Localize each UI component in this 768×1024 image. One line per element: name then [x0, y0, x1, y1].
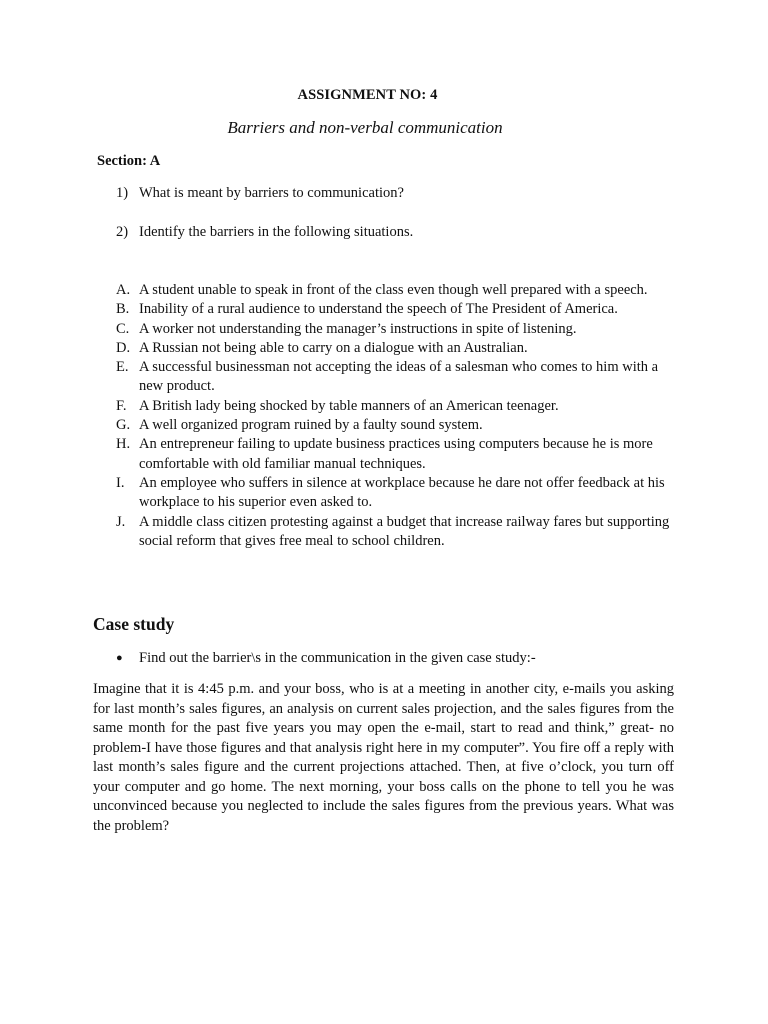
situation-text: A student unable to speak in front of the class even though well prepared with a speech. — [139, 282, 648, 298]
situation-text: A successful businessman not accepting the ideas of a salesman who comes to him with a new product. — [139, 359, 659, 395]
bullet-text: Find out the barrier\s in the communication in the given case study:- — [139, 650, 536, 666]
question-text: Identify the barriers in the following situations. — [139, 224, 414, 240]
situations-list — [116, 281, 676, 551]
situation-item — [116, 397, 676, 416]
section-a-label: Section: A — [97, 153, 161, 169]
case-study-heading: Case study — [93, 614, 175, 634]
situation-letter: G. — [116, 417, 131, 434]
situation-letter: D. — [116, 339, 131, 356]
situation-letter: H. — [116, 436, 131, 453]
situation-text: Inability of a rural audience to understand the speech of The President of America. — [139, 301, 618, 318]
situation-letter: A. — [116, 282, 131, 298]
situation-item — [116, 300, 676, 319]
situation-text: An entrepreneur failing to update business practices using computers because he is more comfortable with old familiar manual techniques. — [139, 436, 653, 472]
situation-letter: F. — [116, 397, 127, 414]
situation-letter: I. — [116, 474, 125, 491]
situation-letter: E. — [116, 359, 129, 376]
question-2 — [116, 223, 413, 242]
case-study-bullet — [116, 650, 536, 667]
situation-item — [116, 358, 676, 397]
situation-text: An employee who suffers in silence at workplace because he dare not offer feedback at his workplace to his superior even asked to. — [139, 474, 665, 511]
situation-text: A British lady being shocked by table manners of an American teenager. — [139, 397, 559, 414]
situation-text: A well organized program ruined by a faulty sound system. — [139, 417, 483, 434]
assignment-title: ASSIGNMENT NO: 4 — [297, 87, 438, 103]
question-number: 2) — [116, 224, 129, 240]
situation-item — [116, 416, 676, 435]
situation-letter: C. — [116, 320, 130, 337]
situation-text: A worker not understanding the manager’s instructions in spite of listening. — [139, 320, 577, 337]
situation-text: A Russian not being able to carry on a dialogue with an Australian. — [139, 339, 528, 356]
situation-item — [116, 513, 676, 552]
question-text: What is meant by barriers to communication? — [139, 185, 404, 201]
assignment-subtitle: Barriers and non-verbal communication — [227, 118, 503, 137]
situation-item — [116, 435, 676, 474]
situation-item — [116, 320, 676, 339]
question-number: 1) — [116, 185, 129, 201]
situation-item — [116, 339, 676, 358]
situation-text: A middle class citizen protesting against a budget that increase railway fares but supporting social reform that gives free meal to school children. — [139, 513, 670, 549]
situation-letter: J. — [116, 513, 126, 530]
situation-letter: B. — [116, 301, 130, 318]
bullet-icon: ● — [116, 652, 123, 664]
question-1 — [116, 184, 404, 203]
situation-item — [116, 474, 676, 513]
case-study-paragraph: Imagine that it is 4:45 p.m. and your boss, who is at a meeting in another city, e-mails you asking for last month’s sales figures, an analysis on current sales projection, and the sales figures from the same month for the past five years you may open the e-mail, start to read and think,” great- no problem-I have those figures and that analysis right here in my computer”. You fire off a reply with last month’s sales figure and the current projections attached. Then, at five o’clock, you turn off your computer and go home. The next morning, your boss calls on the phone to tell you he was unconvinced because you neglected to include the sales figures from the previous years. What was the problem? — [93, 681, 674, 834]
situation-item — [116, 281, 676, 300]
